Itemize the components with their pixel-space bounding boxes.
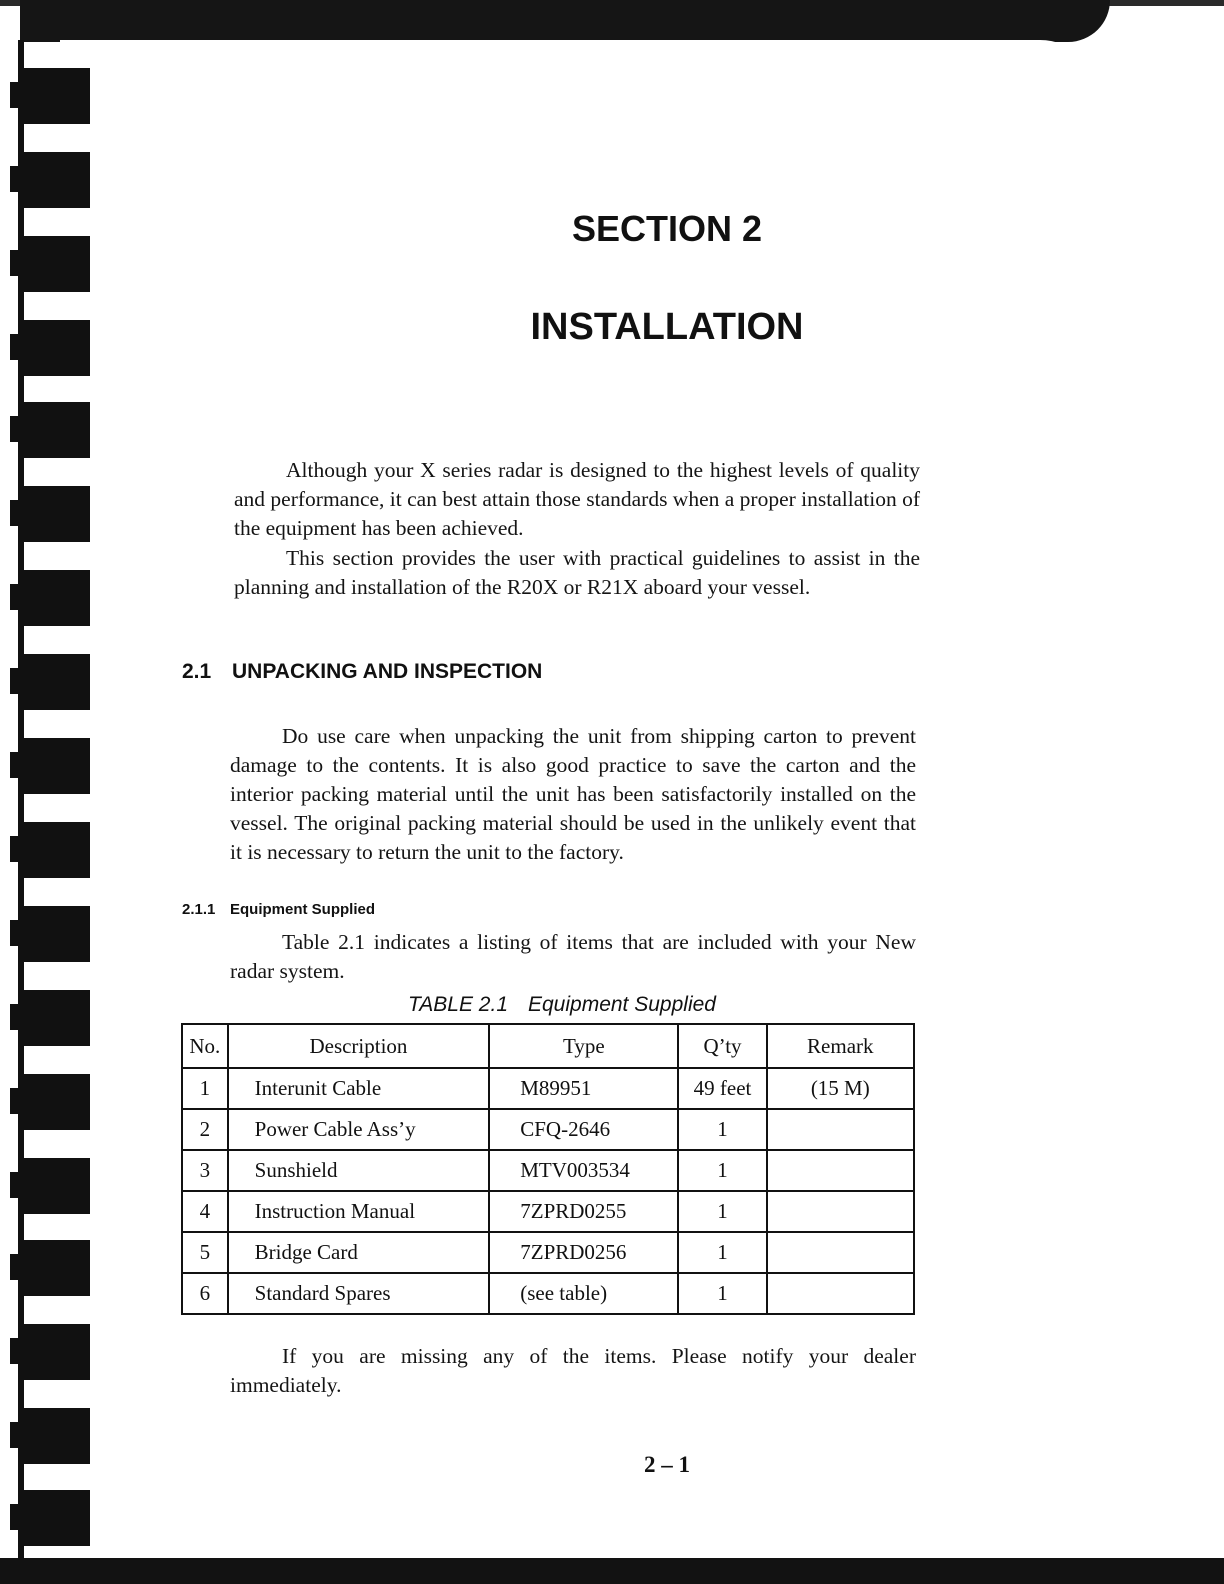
binding-tab (18, 654, 90, 710)
cell-qty: 49 feet (678, 1068, 766, 1109)
header-qty: Q’ty (678, 1024, 766, 1068)
table-caption-label: TABLE 2.1 (408, 993, 508, 1016)
cell-type: MTV003534 (489, 1150, 678, 1191)
cell-remark: (15 M) (767, 1068, 914, 1109)
table-row (182, 1273, 914, 1314)
subheading-title: Equipment Supplied (230, 901, 375, 918)
section-number: SECTION 2 (571, 208, 763, 249)
binding-tab (18, 486, 90, 542)
header-remark: Remark (767, 1024, 914, 1068)
cell-remark (767, 1191, 914, 1232)
cell-type: 7ZPRD0255 (489, 1191, 678, 1232)
binding-tab (18, 822, 90, 878)
table-row (182, 1109, 914, 1150)
cell-qty: 1 (678, 1232, 766, 1273)
binding-tab (18, 1158, 90, 1214)
table-row (182, 1232, 914, 1273)
binding-tab (18, 152, 90, 208)
binding-tab (18, 990, 90, 1046)
cell-remark (767, 1273, 914, 1314)
cell-description: Sunshield (228, 1150, 490, 1191)
closing-text: If you are missing any of the items. Please notify your dealer immediately. (230, 1344, 916, 1397)
cell-type: CFQ-2646 (489, 1109, 678, 1150)
cell-remark (767, 1150, 914, 1191)
cell-type: (see table) (489, 1273, 678, 1314)
cell-description: Interunit Cable (228, 1068, 490, 1109)
page-corner (60, 40, 1100, 100)
header-type: Type (489, 1024, 678, 1068)
cell-type: M89951 (489, 1068, 678, 1109)
cell-qty: 1 (678, 1150, 766, 1191)
closing-paragraph (230, 1342, 916, 1400)
cell-type: 7ZPRD0256 (489, 1232, 678, 1273)
table-row (182, 1068, 914, 1109)
scan-bottom-border (0, 1558, 1224, 1584)
cell-description: Bridge Card (228, 1232, 490, 1273)
page-number: 2 – 1 (644, 1452, 690, 1477)
binding-tab (18, 1490, 90, 1546)
cell-no: 6 (182, 1273, 228, 1314)
intro-text-2: This section provides the user with practical guidelines to assist in the planning and installation of the R20X or R21X aboard your vessel. (234, 546, 920, 599)
cell-no: 2 (182, 1109, 228, 1150)
table-header-row (182, 1024, 914, 1068)
equipment-text: Table 2.1 indicates a listing of items that are included with your New radar system. (230, 930, 916, 983)
unpacking-text: Do use care when unpacking the unit from shipping carton to prevent damage to the contents. It is also good practice to save the carton and the interior packing material until the unit has been satisfactorily installed on the vessel. The original packing material should be used in the unlikely event that it is necessary to return the unit to the factory. (230, 724, 916, 864)
header-no: No. (182, 1024, 228, 1068)
section-title: INSTALLATION (530, 306, 804, 348)
intro-text-1: Although your X series radar is designed to the highest levels of quality and performance, it can best attain those standards when a proper installation of the equipment has been achieved. (234, 458, 920, 540)
binding-tab (18, 402, 90, 458)
cell-description: Instruction Manual (228, 1191, 490, 1232)
binding-tab (18, 1074, 90, 1130)
unpacking-paragraph (230, 722, 916, 867)
binding-tab (18, 906, 90, 962)
heading-title: UNPACKING AND INSPECTION (232, 660, 543, 683)
table-caption (408, 993, 716, 1017)
equipment-paragraph (230, 928, 916, 986)
cell-description: Standard Spares (228, 1273, 490, 1314)
binding-tab (18, 1324, 90, 1380)
cell-remark (767, 1109, 914, 1150)
cell-description: Power Cable Ass’y (228, 1109, 490, 1150)
cell-qty: 1 (678, 1273, 766, 1314)
intro-paragraph-2 (234, 544, 920, 602)
cell-qty: 1 (678, 1191, 766, 1232)
subsection-heading-2-1-1 (182, 901, 375, 918)
cell-no: 4 (182, 1191, 228, 1232)
binding-tab (18, 738, 90, 794)
table-caption-title: Equipment Supplied (528, 993, 716, 1016)
scan-top-border (20, 0, 1110, 42)
cell-no: 5 (182, 1232, 228, 1273)
section-heading-2-1 (182, 660, 542, 684)
subheading-number: 2.1.1 (182, 901, 216, 918)
cell-no: 1 (182, 1068, 228, 1109)
header-description: Description (228, 1024, 490, 1068)
cell-qty: 1 (678, 1109, 766, 1150)
binding-tab (18, 570, 90, 626)
equipment-table (181, 1023, 915, 1315)
cell-remark (767, 1232, 914, 1273)
intro-paragraph-1 (234, 456, 920, 543)
heading-number: 2.1 (182, 660, 212, 683)
table-row (182, 1150, 914, 1191)
binding-tab (18, 1240, 90, 1296)
spiral-binding (0, 40, 96, 1560)
table-row (182, 1191, 914, 1232)
cell-no: 3 (182, 1150, 228, 1191)
binding-tab (18, 68, 90, 124)
